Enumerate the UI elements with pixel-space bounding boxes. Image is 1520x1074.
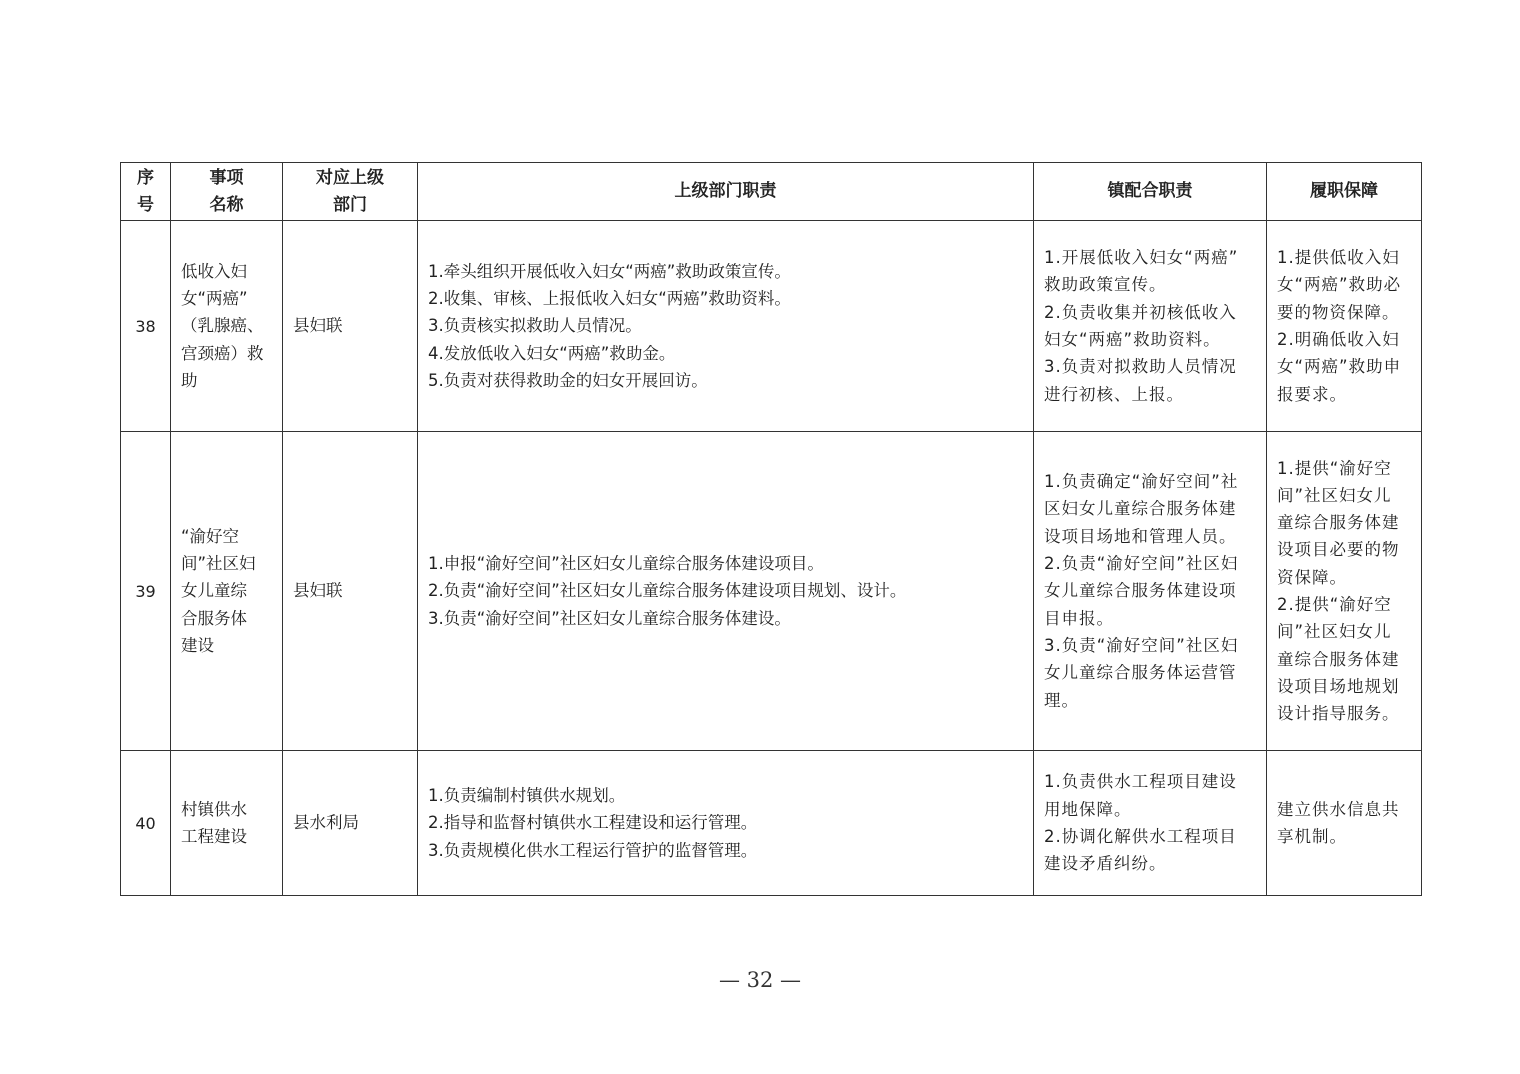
town-duties-cell bbox=[1034, 751, 1267, 896]
upper-duty-item: 2.负责“渝好空间”社区妇女儿童综合服务体建设项目规划、设计。 bbox=[428, 581, 907, 601]
item-name: 村镇供水 工程建设 bbox=[181, 799, 247, 846]
guarantee-cell bbox=[1267, 751, 1422, 896]
upper-duty-item: 3.负责核实拟救助人员情况。 bbox=[428, 316, 642, 336]
header-dept bbox=[283, 163, 418, 221]
guarantee-text: 建立供水信息共 享机制。 bbox=[1277, 799, 1400, 846]
item-name-cell bbox=[171, 751, 283, 896]
town-duties-text: 1.开展低收入妇女“两癌” 救助政策宣传。 2.负责收集并初核低收入 妇女“两癌”救助资料。 3.负责对拟救助人员情况 进行初核、上报。 bbox=[1044, 248, 1239, 404]
table-row bbox=[121, 751, 1422, 896]
dept-name: 县妇联 bbox=[293, 316, 343, 336]
dept-cell bbox=[283, 221, 418, 432]
header-seq bbox=[121, 163, 171, 221]
header-item-line-2: 名称 bbox=[209, 194, 244, 215]
upper-duty-item: 5.负责对获得救助金的妇女开展回访。 bbox=[428, 370, 708, 390]
row-number: 40 bbox=[121, 751, 171, 896]
guarantee-cell bbox=[1267, 432, 1422, 751]
town-duties-cell bbox=[1034, 432, 1267, 751]
item-name: 低收入妇 女“两癌” （乳腺癌、 宫颈癌）救 助 bbox=[181, 261, 264, 390]
header-town-duties: 镇配合职责 bbox=[1034, 163, 1267, 221]
upper-duties-cell bbox=[418, 432, 1034, 751]
row-number: 39 bbox=[121, 432, 171, 751]
header-upper-duties: 上级部门职责 bbox=[418, 163, 1034, 221]
upper-duties-list bbox=[418, 782, 1033, 864]
table-row bbox=[121, 432, 1422, 751]
item-name: “渝好空 间”社区妇 女儿童综 合服务体 建设 bbox=[181, 526, 256, 655]
upper-duty-item: 1.牵头组织开展低收入妇女“两癌”救助政策宣传。 bbox=[428, 261, 791, 281]
header-guarantee: 履职保障 bbox=[1267, 163, 1422, 221]
upper-duties-cell bbox=[418, 751, 1034, 896]
upper-duty-item: 2.收集、审核、上报低收入妇女“两癌”救助资料。 bbox=[428, 289, 791, 309]
duty-table bbox=[120, 162, 1422, 896]
row-number: 38 bbox=[121, 221, 171, 432]
dept-cell bbox=[283, 432, 418, 751]
header-seq-line-2: 号 bbox=[137, 194, 154, 215]
guarantee-text: 1.提供低收入妇 女“两癌”救助必 要的物资保障。 2.明确低收入妇 女“两癌”救助申 报要求。 bbox=[1277, 248, 1402, 404]
upper-duties-list bbox=[418, 550, 1033, 632]
guarantee-cell bbox=[1267, 221, 1422, 432]
item-name-cell bbox=[171, 221, 283, 432]
upper-duty-item: 2.指导和监督村镇供水工程建设和运行管理。 bbox=[428, 813, 758, 833]
upper-duty-item: 3.负责规模化供水工程运行管护的监督管理。 bbox=[428, 840, 758, 860]
item-name-cell bbox=[171, 432, 283, 751]
header-dept-line-2: 部门 bbox=[333, 194, 367, 215]
header-item-line-1: 事项 bbox=[209, 167, 244, 188]
header-item bbox=[171, 163, 283, 221]
upper-duty-item: 1.申报“渝好空间”社区妇女儿童综合服务体建设项目。 bbox=[428, 554, 824, 574]
town-duties-cell bbox=[1034, 221, 1267, 432]
guarantee-text: 1.提供“渝好空 间”社区妇女儿 童综合服务体建 设项目必要的物 资保障。 2.提供“渝好空 间”社区妇女儿 童综合服务体建 设项目场地规划 设计指导服务。 bbox=[1277, 458, 1400, 724]
header-seq-line-1: 序 bbox=[137, 167, 154, 188]
dept-name: 县水利局 bbox=[293, 813, 359, 833]
table-row bbox=[121, 221, 1422, 432]
upper-duty-item: 3.负责“渝好空间”社区妇女儿童综合服务体建设。 bbox=[428, 608, 791, 628]
town-duties-text: 1.负责供水工程项目建设 用地保障。 2.协调化解供水工程项目 建设矛盾纠纷。 bbox=[1044, 772, 1237, 874]
upper-duties-cell bbox=[418, 221, 1034, 432]
header-dept-line-1: 对应上级 bbox=[316, 167, 384, 188]
table-header-row bbox=[121, 163, 1422, 221]
dept-name: 县妇联 bbox=[293, 581, 343, 601]
upper-duty-item: 1.负责编制村镇供水规划。 bbox=[428, 786, 626, 806]
town-duties-text: 1.负责确定“渝好空间”社 区妇女儿童综合服务体建 设项目场地和管理人员。 2.负责“渝好空间”社区妇 女儿童综合服务体建设项 目申报。 3.负责“渝好空间”社区妇 女儿童综合服务体运营管 理。 bbox=[1044, 472, 1239, 710]
upper-duty-item: 4.发放低收入妇女“两癌”救助金。 bbox=[428, 343, 676, 363]
dept-cell bbox=[283, 751, 418, 896]
upper-duties-list bbox=[418, 258, 1033, 394]
page-number: — 32 — bbox=[718, 968, 802, 992]
